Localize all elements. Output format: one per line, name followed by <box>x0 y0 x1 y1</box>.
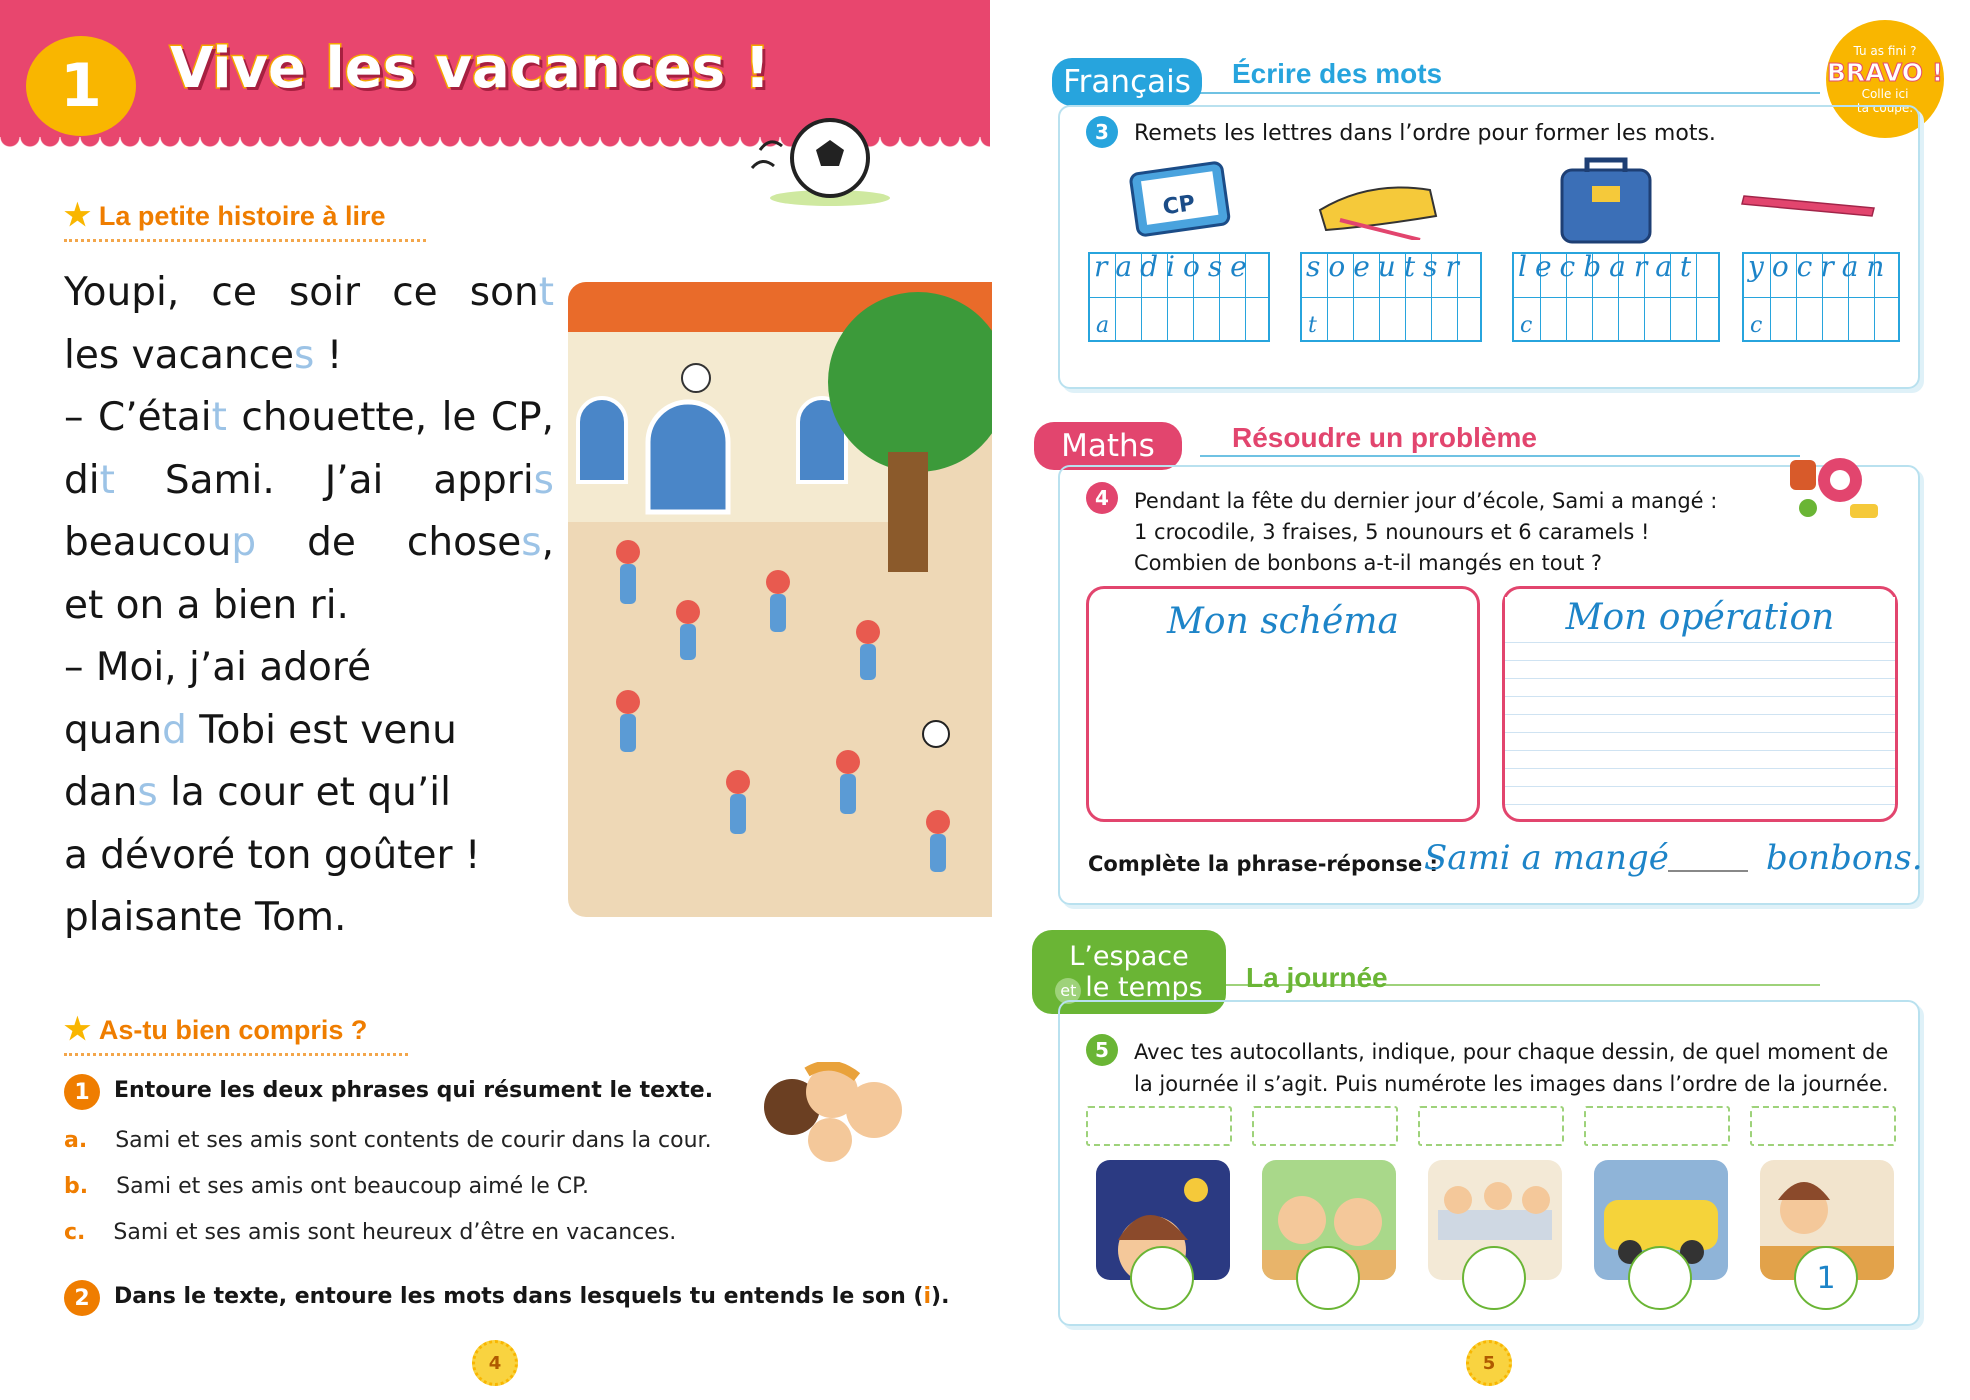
word-grid-2[interactable] <box>1300 252 1482 342</box>
story-heading <box>64 198 426 242</box>
story-line: quand Tobi est venu <box>64 707 457 753</box>
story-line: dans la cour et qu’il <box>64 770 451 815</box>
question-3-text: Remets les lettres dans l’ordre pour former les mots. <box>1134 121 1716 146</box>
order-circle-2[interactable] <box>1296 1246 1360 1310</box>
sticker-slot-2[interactable] <box>1252 1106 1398 1146</box>
subject-tag-maths: Maths <box>1034 422 1182 470</box>
scrambled-letters: yocran <box>1748 250 1893 283</box>
candies-icon <box>1780 430 1890 530</box>
section-rule <box>1200 92 1820 94</box>
lesson-number-badge: 1 <box>26 36 136 136</box>
star-icon: ★ <box>64 199 91 232</box>
story-line: a dévoré ton goûter ! <box>64 832 481 878</box>
question-4-text: Pendant la fête du dernier jour d’école, Sami a mangé : 1 crocodile, 3 fraises, 5 nounours et 6 caramels ! Combien de bonbons a-t-il mangés en tout ? <box>1134 489 1718 575</box>
schema-label: Mon schéma <box>1167 601 1399 642</box>
question-3-number: 3 <box>1086 116 1118 148</box>
answer-blank[interactable] <box>1668 870 1748 872</box>
option-b[interactable]: b. Sami et ses amis ont beaucoup aimé le CP. <box>64 1174 589 1199</box>
scrambled-letters: lecbarat <box>1518 250 1700 283</box>
page-title: Vive les vacances ! <box>170 36 771 101</box>
story-line: plaisante Tom. <box>64 895 347 940</box>
schoolbag-icon <box>1552 150 1662 250</box>
pencil-case-icon <box>1310 170 1450 240</box>
schoolyard-illustration <box>568 282 992 917</box>
scrambled-letters: radiose <box>1094 250 1255 283</box>
operation-box[interactable] <box>1502 586 1898 822</box>
story-line: – C’était chouette, le CP, <box>64 395 555 440</box>
question-5-text: Avec tes autocollants, indique, pour chaque dessin, de quel moment de la journée il s’agit. Puis numérote les images dans l’ordre de la journée. <box>1134 1040 1889 1096</box>
order-circle-3[interactable] <box>1462 1246 1526 1310</box>
story-line: les vacances ! <box>64 332 343 378</box>
bravo-sticker-badge: Tu as fini ? BRAVO ! Colle ici ta coupe. <box>1826 20 1944 138</box>
quiz-heading <box>64 1012 408 1056</box>
story-text <box>64 262 554 950</box>
francais-title: Écrire des mots <box>1232 58 1443 89</box>
story-line: dit Sami. J’ai appris <box>64 457 554 503</box>
order-circle-4[interactable] <box>1628 1246 1692 1310</box>
question-4-number: 4 <box>1086 482 1118 514</box>
svg-text:CP: CP <box>1161 191 1197 221</box>
question-1-number: 1 <box>64 1074 100 1110</box>
story-heading-text: La petite histoire à lire <box>98 201 386 231</box>
sticker-slot-3[interactable] <box>1418 1106 1564 1146</box>
tablet-icon <box>1120 160 1240 240</box>
first-letter-hint: c <box>1750 313 1763 338</box>
question-1-text: Entoure les deux phrases qui résument le texte. <box>114 1078 714 1103</box>
word-grid-1[interactable] <box>1088 252 1270 342</box>
first-letter-hint: t <box>1308 313 1317 338</box>
option-a[interactable]: a. Sami et ses amis sont contents de courir dans la cour. <box>64 1128 712 1153</box>
story-line: et on a bien ri. <box>64 582 349 628</box>
order-circle-1[interactable] <box>1130 1246 1194 1310</box>
question-5-number: 5 <box>1086 1034 1118 1066</box>
page-number-left: 4 <box>472 1340 518 1386</box>
espace-temps-title: La journée <box>1246 962 1388 993</box>
subject-tag-francais: Français <box>1052 58 1202 106</box>
word-grid-3[interactable] <box>1512 252 1720 342</box>
scrambled-letters: soeutsr <box>1306 250 1467 283</box>
answer-sentence-start: Sami a mangé <box>1424 838 1669 878</box>
subject-tag-espace-temps: L’espace et le temps <box>1032 930 1226 1014</box>
maths-title: Résoudre un problème <box>1232 422 1537 453</box>
quiz-heading-text: As-tu bien compris ? <box>98 1015 368 1045</box>
section-rule <box>1200 455 1800 457</box>
pencil-icon <box>1740 190 1890 220</box>
story-line: beaucoup de choses, <box>64 520 554 565</box>
question-2-text: Dans le texte, entoure les mots dans lesquels tu entends le son (i). <box>114 1284 950 1309</box>
operation-label: Mon opération <box>1505 597 1895 638</box>
story-line: Youpi, ce soir ce sont <box>64 270 554 315</box>
answer-sentence-end: bonbons. <box>1766 838 1923 878</box>
star-icon: ★ <box>64 1013 91 1046</box>
question-2-number: 2 <box>64 1280 100 1316</box>
football-icon <box>740 110 890 210</box>
sticker-slot-5[interactable] <box>1750 1106 1896 1146</box>
answer-prompt: Complète la phrase-réponse : <box>1088 852 1438 876</box>
francais-exercise-box <box>1058 105 1920 389</box>
sticker-slot-4[interactable] <box>1584 1106 1730 1146</box>
page-number-right: 5 <box>1466 1340 1512 1386</box>
story-line: – Moi, j’ai adoré <box>64 645 372 690</box>
schema-box[interactable] <box>1086 586 1480 822</box>
order-circle-5[interactable]: 1 <box>1794 1246 1858 1310</box>
option-c[interactable]: c. Sami et ses amis sont heureux d’être en vacances. <box>64 1220 677 1245</box>
first-letter-hint: c <box>1520 313 1533 338</box>
word-grid-4[interactable] <box>1742 252 1900 342</box>
sticker-slot-1[interactable] <box>1086 1106 1232 1146</box>
children-group-illustration <box>752 1062 912 1172</box>
first-letter-hint: a <box>1096 313 1110 338</box>
